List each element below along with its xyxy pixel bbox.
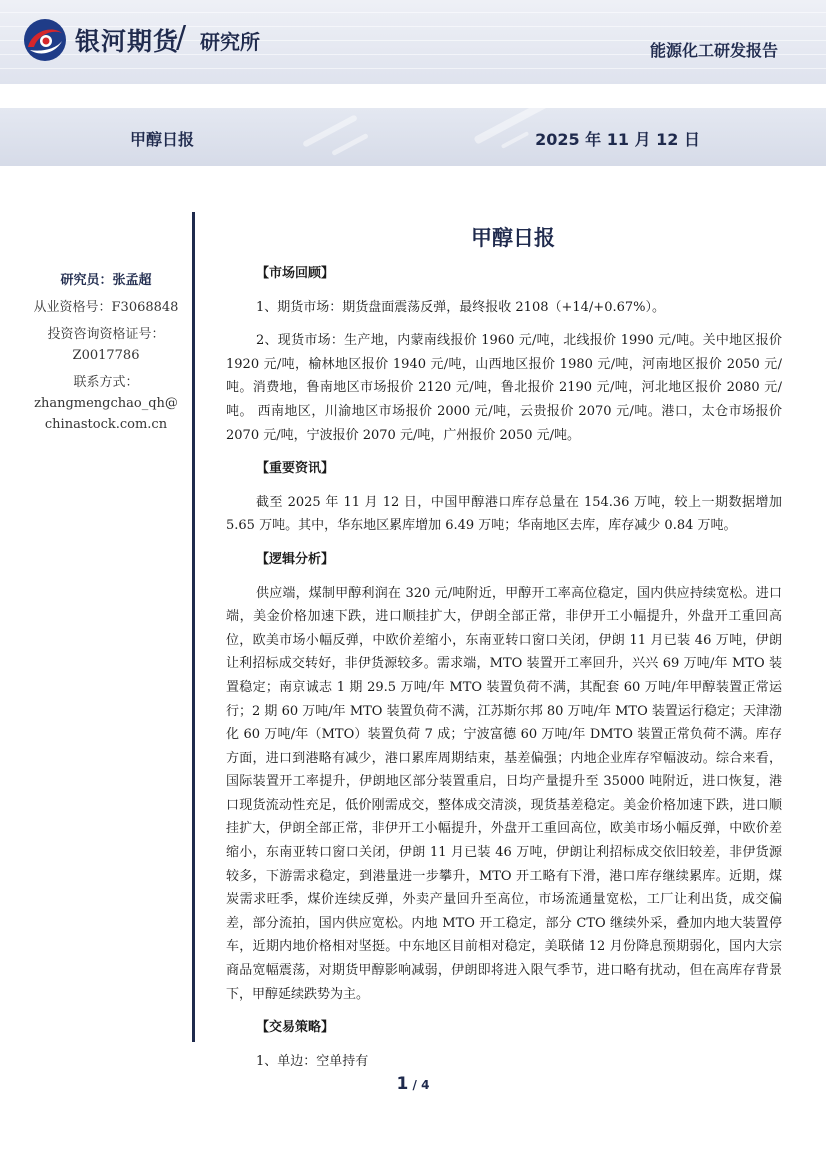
section-paragraph: 1、期货市场：期货盘面震荡反弹，最终报收 2108（+14/+0.67%）。 xyxy=(256,299,665,315)
analyst-name: 研究员：张孟超 xyxy=(60,273,152,288)
institute-name: 研究所 xyxy=(200,30,260,54)
page-current: 1 xyxy=(396,1074,409,1094)
header-band xyxy=(0,0,826,84)
section-heading: 【交易策略】 xyxy=(256,1020,335,1036)
galaxy-logo-icon xyxy=(22,17,68,63)
main-title: 甲醇日报 xyxy=(471,226,555,250)
brand-name: 银河期货 xyxy=(75,27,180,56)
section-paragraph: 供应端，煤制甲醇利润在 320 元/吨附近，甲醇开工率高位稳定，国内供应持续宽松。进口端，美金价格加速下跌，进口顺挂扩大，伊朗全部正常，非伊开工小幅提升，外盘开工重回高位，欧美市场小幅反弹，中欧价差缩小，东南亚转口窗口关闭，伊朗 11 月已装 46 万吨，伊朗让利招标成交转好，非伊货源较多。需求端，MTO 装置开工率回升，兴兴 69 万吨/年 MTO 装置稳定；南京诚志 1 期 29.5 万吨/年 MTO 装置负荷不满，其配套 60 万吨/年甲醇装置正常运行；2 期 60 万吨/年 MTO 装置负荷不满，江苏斯尔邦 80 万吨/年 MTO 装置运行稳定；天津渤化 60 万吨/年（MTO）装置负荷 7 成；宁波富德 60 万吨/年 DMTO 装置正常负荷不满。库存方面，进口到港略有减少，港口累库周期结束，基差偏强；内地企业库存窄幅波动。综合来看，国际装置开工率提升，伊朗地区部分装置重启，日均产量提升至 35000 吨附近，进口恢复，港口现货流动性充足，低价刚需成交，整体成交清淡，现货基差稳定。美金价格加速下跌，进口顺挂扩大，伊朗全部正常，非伊开工小幅提升，外盘开工重回高位，欧美市场小幅反弹，中欧价差缩小，东南亚转口窗口关闭，伊朗 11 月已装 46 万吨，伊朗让利招标成交依旧较差，非伊货源较多，下游需求稳定，到港量进一步攀升，MTO 开工略有下滑，港口库存继续累库。近期，煤炭需求旺季，煤价连续反弹，外卖产量回升至高位，市场流通量宽松，工厂让利出货，成交偏差，部分流拍，国内供应宽松。内地 MTO 开工稳定，部分 CTO 继续外采，叠加内地大装置停车，近期内地价格相对坚挺。中东地区目前相对稳定，美联储 12 月份降息预期弱化，国内大宗商品宽幅震荡，对期货甲醇影响减弱，伊朗即将进入限气季节，进口略有扰动，但在高库存背景下，甲醇延续跌势为主。 xyxy=(226,585,782,1002)
section-paragraph: 2、现货市场：生产地，内蒙南线报价 1960 元/吨，北线报价 1990 元/吨。关中地区报价 1920 元/吨，榆林地区报价 1940 元/吨，山西地区报价 1980 元/吨，河南地区报价 2050 元/吨。消费地，鲁南地区市场报价 2120 元/吨，鲁北报价 2190 元/吨，河北地区报价 2080 元/吨。 西南地区，川渝地区市场报价 2000 元/吨，云贵报价 2070 元/吨。港口，太仓市场报价 2070 元/吨，宁波报价 2070 元/吨，广州报价 2050 元/吨。 xyxy=(226,333,782,443)
page-separator: / xyxy=(408,1078,422,1092)
email-line-1[interactable]: zhangmengchao_qh@ xyxy=(34,396,178,411)
email-line-2[interactable]: chinastock.com.cn xyxy=(44,417,168,432)
report-name: 甲醇日报 xyxy=(130,130,195,149)
section-heading: 【逻辑分析】 xyxy=(256,551,335,567)
license-number: 从业资格号：F3068848 xyxy=(33,300,179,315)
brand-separator: / xyxy=(176,20,187,55)
report-body xyxy=(226,262,782,1083)
title-band xyxy=(0,108,826,166)
page-total: 4 xyxy=(421,1078,430,1092)
section-heading: 【重要资讯】 xyxy=(256,461,335,477)
analyst-sidebar xyxy=(20,270,192,441)
report-date: 2025 年 11 月 12 日 xyxy=(535,130,700,149)
section-heading: 【市场回顾】 xyxy=(256,266,335,281)
consult-label: 投资咨询资格证号： xyxy=(47,327,165,342)
sidebar-divider xyxy=(192,212,195,1042)
section-paragraph: 1、单边：空单持有 xyxy=(256,1053,369,1069)
consult-number: Z0017786 xyxy=(72,348,140,363)
report-type: 能源化工研发报告 xyxy=(649,41,778,60)
page-number xyxy=(0,1074,826,1094)
section-paragraph: 截至 2025 年 11 月 12 日，中国甲醇港口库存总量在 154.36 万吨，较上一期数据增加 5.65 万吨。其中，华东地区累库增加 6.49 万吨；华南地区去库，库存减少 0.84 万吨。 xyxy=(226,494,782,534)
contact-label: 联系方式： xyxy=(73,375,139,390)
